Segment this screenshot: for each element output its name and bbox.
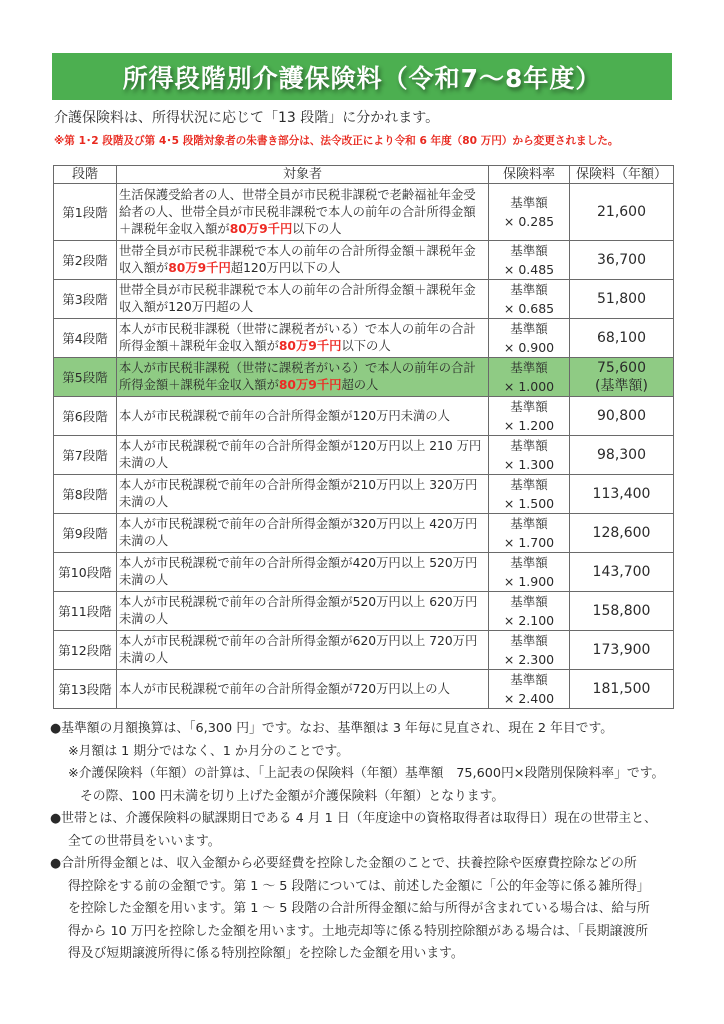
fee-amount: 181,500 <box>592 681 651 697</box>
header-fee: 保険料（年額） <box>570 166 674 184</box>
target-cell <box>117 475 489 514</box>
level-cell: 第8段階 <box>54 475 117 514</box>
rate-base: 基準額 <box>510 282 548 297</box>
target-text-tail: 超120万円以下の人 <box>230 261 341 275</box>
target-text: 本人が市民税非課税（世帯に課税者がいる）で本人の前年の合計所得金額＋課税年金収入額が <box>119 361 476 392</box>
note-income-3: を控除した金額を用います。第 1 ～ 5 段階の合計所得金額に給与所得が含まれている場合は、給与所 <box>68 901 650 916</box>
table-row <box>54 436 674 475</box>
header-rate: 保険料率 <box>489 166 570 184</box>
rate-cell <box>489 319 570 358</box>
target-cell <box>117 553 489 592</box>
note-monthly: ●基準額の月額換算は、「6,300 円」です。なお、基準額は 3 年毎に見直され、現在 2 年目です。 <box>50 721 614 736</box>
level-cell: 第1段階 <box>54 184 117 241</box>
rate-base: 基準額 <box>510 321 548 336</box>
table-header-row <box>54 166 674 184</box>
table-row <box>54 319 674 358</box>
table-row <box>54 670 674 709</box>
rate-base: 基準額 <box>510 243 548 258</box>
target-cell <box>117 280 489 319</box>
table-row <box>54 280 674 319</box>
table-row <box>54 553 674 592</box>
level-cell: 第7段階 <box>54 436 117 475</box>
rate-cell <box>489 280 570 319</box>
rate-cell <box>489 553 570 592</box>
rate-cell <box>489 475 570 514</box>
level-cell: 第10段階 <box>54 553 117 592</box>
rate-multiplier: × 1.200 <box>503 418 555 433</box>
rate-cell <box>489 514 570 553</box>
table-row <box>54 631 674 670</box>
fee-cell <box>570 670 674 709</box>
target-text: 本人が市民税課税で前年の合計所得金額が420万円以上 520万円未満の人 <box>119 556 478 587</box>
level-cell: 第6段階 <box>54 397 117 436</box>
target-text: 本人が市民税課税で前年の合計所得金額が210万円以上 320万円未満の人 <box>119 478 478 509</box>
target-text: 本人が市民税課税で前年の合計所得金額が120万円未満の人 <box>119 408 450 423</box>
fee-cell <box>570 475 674 514</box>
target-text: 本人が市民税課税で前年の合計所得金額が620万円以上 720万円未満の人 <box>119 634 478 665</box>
note-monthly-sub2: ※介護保険料（年額）の計算は、「上記表の保険料（年額）基準額 75,600円×段階別保険料率」です。 <box>68 766 665 781</box>
target-text: 世帯全員が市民税非課税で本人の前年の合計所得金額＋課税年金収入額が120万円超の人 <box>119 283 476 314</box>
level-cell: 第13段階 <box>54 670 117 709</box>
note-income-2: 得控除をする前の金額です。第 1 ～ 5 段階については、前述した金額に「公的年金等に係る雑所得」 <box>68 878 650 894</box>
rate-cell <box>489 184 570 241</box>
fee-cell <box>570 631 674 670</box>
fee-amount: 36,700 <box>597 252 646 268</box>
target-text: 生活保護受給者の人、世帯全員が市民税非課税で老齢福祉年金受給者の人、世帯全員が市民税非課税で本人の前年の合計所得金額＋課税年金収入額が <box>119 187 476 236</box>
target-cell <box>117 319 489 358</box>
target-cell <box>117 514 489 553</box>
level-cell: 第2段階 <box>54 241 117 280</box>
fee-amount: 98,300 <box>597 447 646 463</box>
target-cell <box>117 184 489 241</box>
note-monthly-sub1: ※月額は 1 期分ではなく、1 か月分のことです。 <box>68 743 350 759</box>
level-cell: 第12段階 <box>54 631 117 670</box>
target-text: 本人が市民税課税で前年の合計所得金額が520万円以上 620万円未満の人 <box>119 595 478 626</box>
target-text: 本人が市民税課税で前年の合計所得金額が320万円以上 420万円未満の人 <box>119 517 478 548</box>
fee-amount: 90,800 <box>597 408 646 424</box>
target-text: 本人が市民税課税で前年の合計所得金額が120万円以上 210 万円未満の人 <box>119 439 482 470</box>
target-cell <box>117 670 489 709</box>
fee-cell <box>570 241 674 280</box>
note-household-2: 全ての世帯員をいいます。 <box>68 833 221 849</box>
fee-note: (基準額) <box>595 378 648 394</box>
rate-cell <box>489 397 570 436</box>
rate-multiplier: × 0.285 <box>503 214 555 229</box>
fee-amount: 143,700 <box>592 564 651 580</box>
rate-base: 基準額 <box>510 477 548 492</box>
header-level: 段階 <box>54 166 117 184</box>
rate-multiplier: × 1.900 <box>503 574 555 589</box>
rate-base: 基準額 <box>510 516 548 531</box>
rate-cell <box>489 592 570 631</box>
target-text-tail: 超の人 <box>341 378 379 392</box>
header-target: 対象者 <box>117 166 489 184</box>
note-income-1: ●合計所得金額とは、収入金額から必要経費を控除した金額のことで、扶養控除や医療費控除などの所 <box>50 856 637 871</box>
fee-amount: 158,800 <box>592 603 651 619</box>
rate-base: 基準額 <box>510 633 548 648</box>
target-highlight-amount: 80万9千円 <box>168 261 231 275</box>
rate-multiplier: × 0.485 <box>503 262 555 277</box>
note-monthly-sub3: その際、100 円未満を切り上げた金額が介護保険料（年額）となります。 <box>80 788 505 804</box>
fee-amount: 128,600 <box>592 525 651 541</box>
target-highlight-amount: 80万9千円 <box>278 378 342 392</box>
level-cell: 第3段階 <box>54 280 117 319</box>
level-cell: 第9段階 <box>54 514 117 553</box>
rate-multiplier: × 2.400 <box>503 691 555 706</box>
rate-multiplier: × 1.700 <box>503 535 555 550</box>
rate-multiplier: × 2.100 <box>503 613 555 628</box>
fee-cell <box>570 592 674 631</box>
target-text: 本人が市民税非課税（世帯に課税者がいる）で本人の前年の合計所得金額＋課税年金収入額が <box>119 322 476 353</box>
target-text: 世帯全員が市民税非課税で本人の前年の合計所得金額＋課税年金収入額が <box>119 244 476 275</box>
table-row <box>54 241 674 280</box>
table-row <box>54 592 674 631</box>
revision-notice: ※第 1･2 段階及び第 4･5 段階対象者の朱書き部分は、法令改正により令和 6 年度（80 万円）から変更されました。 <box>54 135 619 147</box>
rate-base: 基準額 <box>510 399 548 414</box>
rate-base: 基準額 <box>510 438 548 453</box>
fee-amount: 173,900 <box>592 642 651 658</box>
level-cell: 第4段階 <box>54 319 117 358</box>
fee-amount: 21,600 <box>597 204 646 220</box>
fee-amount: 75,600 <box>597 360 646 376</box>
table-row <box>54 184 674 241</box>
rate-multiplier: × 0.685 <box>503 301 555 316</box>
page-title: 所得段階別介護保険料（令和7～8年度） <box>122 63 602 93</box>
table-row <box>54 514 674 553</box>
rate-base: 基準額 <box>510 195 548 210</box>
rate-base: 基準額 <box>510 594 548 609</box>
note-income-4: 得から 10 万円を控除した金額を用います。土地売却等に係る特別控除額がある場合は、「長期譲渡所 <box>68 923 649 939</box>
rate-cell <box>489 358 570 397</box>
target-cell <box>117 436 489 475</box>
table-row <box>54 397 674 436</box>
rate-base: 基準額 <box>510 555 548 570</box>
fee-cell <box>570 436 674 475</box>
intro-text: 介護保険料は、所得状況に応じて「13 段階」に分かれます。 <box>54 110 440 126</box>
fee-cell <box>570 280 674 319</box>
rate-multiplier: × 2.300 <box>503 652 555 667</box>
target-cell <box>117 592 489 631</box>
rate-cell <box>489 241 570 280</box>
rate-multiplier: × 1.300 <box>503 457 555 472</box>
fee-amount: 113,400 <box>592 486 651 502</box>
rate-cell <box>489 631 570 670</box>
note-household-1: ●世帯とは、介護保険料の賦課期日である 4 月 1 日（年度途中の資格取得者は取得日）現在の世帯主と、 <box>50 811 657 826</box>
fee-amount: 51,800 <box>597 291 646 307</box>
rate-multiplier: × 1.000 <box>503 379 555 394</box>
target-highlight-amount: 80万9千円 <box>278 339 342 353</box>
table-row <box>54 475 674 514</box>
note-income-5: 得及び短期譲渡所得に係る特別控除額」を控除した金額を用います。 <box>68 946 464 961</box>
fee-cell <box>570 358 674 397</box>
level-cell: 第11段階 <box>54 592 117 631</box>
target-cell <box>117 358 489 397</box>
fee-cell <box>570 184 674 241</box>
rate-cell <box>489 670 570 709</box>
level-cell: 第5段階 <box>54 358 117 397</box>
table-row <box>54 358 674 397</box>
target-text-tail: 以下の人 <box>292 221 342 236</box>
fee-cell <box>570 397 674 436</box>
rate-cell <box>489 436 570 475</box>
fee-cell <box>570 553 674 592</box>
fee-cell <box>570 319 674 358</box>
rate-multiplier: × 0.900 <box>503 340 555 355</box>
premium-table <box>53 165 674 709</box>
rate-base: 基準額 <box>510 360 548 375</box>
fee-amount: 68,100 <box>597 330 646 346</box>
target-cell <box>117 241 489 280</box>
fee-cell <box>570 514 674 553</box>
target-highlight-amount: 80万9千円 <box>229 221 293 236</box>
target-cell <box>117 631 489 670</box>
target-text: 本人が市民税課税で前年の合計所得金額が720万円以上の人 <box>119 681 450 696</box>
rate-multiplier: × 1.500 <box>503 496 555 511</box>
notes-section <box>50 718 690 966</box>
target-cell <box>117 397 489 436</box>
target-text-tail: 以下の人 <box>341 339 391 353</box>
rate-base: 基準額 <box>510 672 548 687</box>
title-banner <box>52 53 672 100</box>
